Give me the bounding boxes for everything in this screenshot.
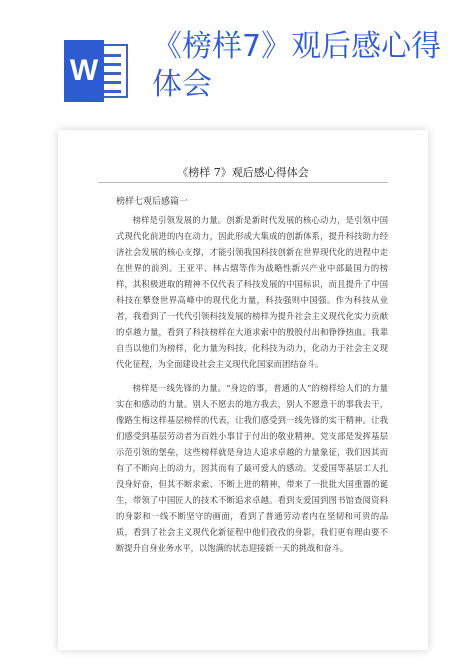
document-page: [58, 130, 428, 650]
section-heading: 榜样七观后感篇一: [116, 197, 189, 207]
document-body: [116, 212, 388, 564]
title-divider: [98, 182, 388, 183]
paragraph: 榜样是一线先锋的力量。“身边的事，普通的人”的榜样给人们的力量实在和感动的力量。别人不愿去的地方我去，别人不愿意干的事我去干，像路生梅这样基层榜样的代表，让我们感受到一线先锋的实干精神。让我们感受到基层劳动者为百姓小事甘于付出的敬业精神。党支部是发挥基层示范引领的堡垒，这些榜样就是身边人追求卓越的力量象征，我们因其而有了不断向上的动力，因其而有了最可爱人的感动。艾爱国等基层工人扎没身好奋，但其不断求索、不断上进的精神，带来了一批批大国重器的诞生，带领了中国匠人的技术不断追求卓越。看到支爱国到图书馆查阅资料的身影和一线不断坚守的画面，看到了普通劳动者内在坚韧和可贵的品质，看到了社会主义现代化新征程中他们孜孜的身影，我们更有理由要不断提升自身业务水平，以饱满的状态迎接新一天的挑战和奋斗。: [116, 383, 388, 553]
document-title: 《榜样 7》观后感心得体会: [177, 166, 309, 179]
paragraph: 榜样是引领发展的力量。创新是新时代发展的核心动力，是引领中国式现代化前进的内在动力，因此形成大集成的创新体系，提升科技助力经济社会发展的核心支撑，才能引领我国科技创新在世界现代化的进程中走在世界的前列。王亚平、林占熺等作为战略性新兴产业中部最国力的榜样，其积极进取的精神不仅代表了科技发展的中国标识，而且提升了中国科技在攀登世界高峰中的现代化力量，科技强则中国强。作为科技从业者，我看到了一代代引领科技发展的榜样为提升社会主义现代化实力贡献的卓越力量，看到了科技榜样在大道求索中的殷殷付出和铮铮热血。我辈自当以他们为榜样，化力量为科技，化科技为动力，化动力于社会主义现代化征程，为全面建设社会主义现代化国家而团结奋斗。: [116, 215, 388, 369]
word-document-icon: [64, 40, 128, 102]
banner-title: 《榜样7》观后感心得体会: [152, 29, 442, 102]
word-logo-tile: W: [64, 40, 104, 102]
banner: [0, 0, 474, 130]
